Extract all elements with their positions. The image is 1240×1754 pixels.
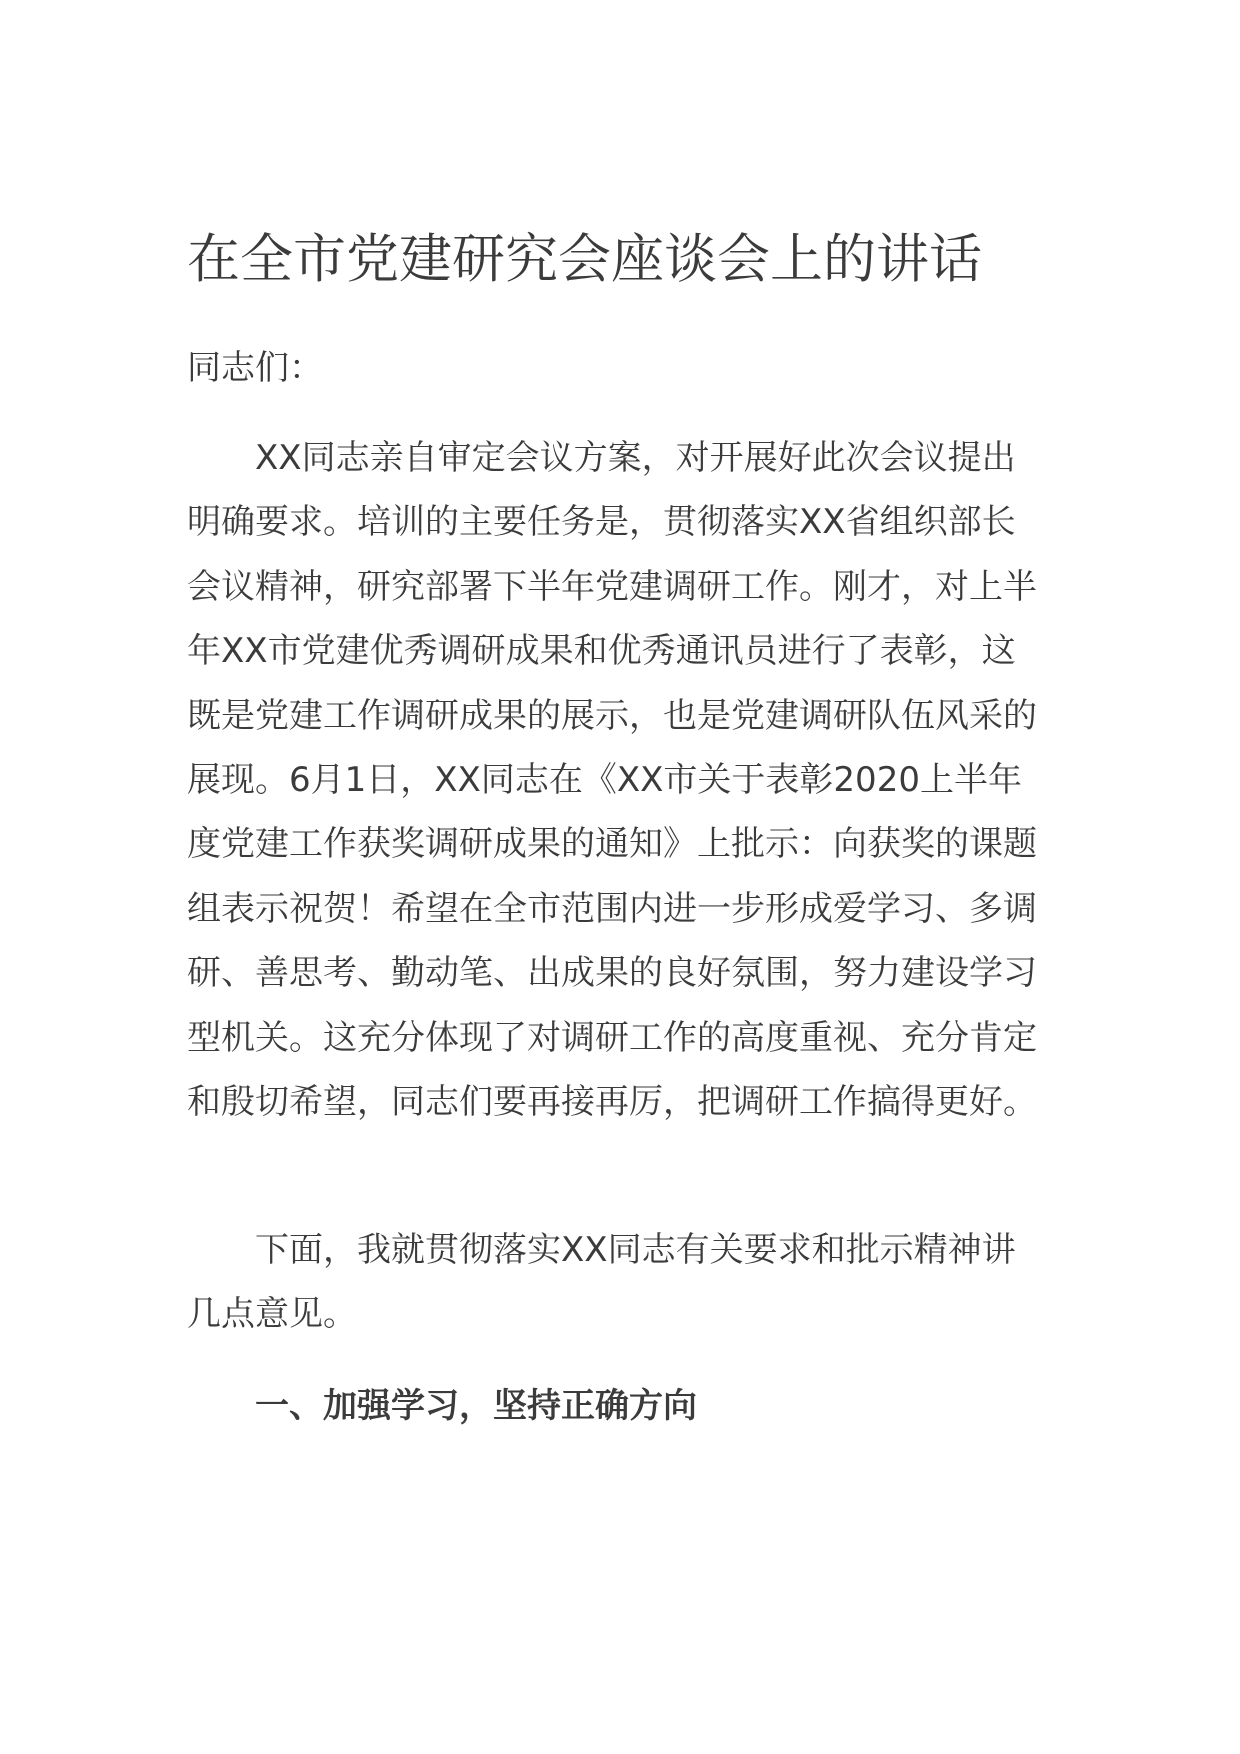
body-paragraph-2: 下面，我就贯彻落实XX同志有关要求和批示精神讲几点意见。 — [187, 1230, 1016, 1335]
document-title: 在全市党建研究会座谈会上的讲话 — [187, 229, 982, 290]
section-heading-1: 一、加强学习，坚持正确方向 — [255, 1386, 697, 1426]
salutation: 同志们： — [187, 348, 323, 388]
body-paragraph-1: XX同志亲自审定会议方案，对开展好此次会议提出明确要求。培训的主要任务是，贯彻落实XX省组织部长会议精神，研究部署下半年党建调研工作。刚才，对上半年XX市党建优秀调研成果和优秀通讯员进行了表彰，这既是党建工作调研成果的展示，也是党建调研队伍风采的展现。6月1日，XX同志在《XX市关于表彰2020上半年度党建工作获奖调研成果的通知》上批示：向获奖的课题组表示祝贺！希望在全市范围内进一步形成爱学习、多调研、善思考、勤动笔、出成果的良好氛围，努力建设学习型机关。这充分体现了对调研工作的高度重视、充分肯定和殷切希望，同志们要再接再厉，把调研工作搞得更好。 — [187, 438, 1037, 1123]
